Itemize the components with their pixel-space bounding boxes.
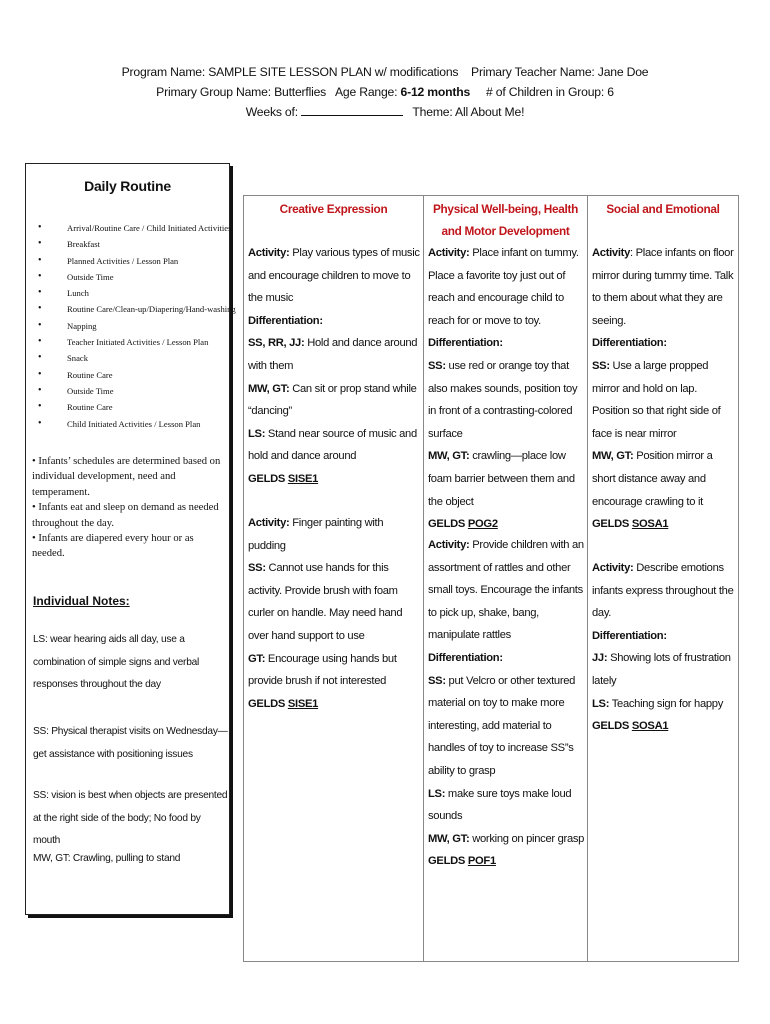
header-line-2	[0, 82, 770, 102]
activity-label: Activity:	[428, 539, 470, 551]
creative-expression-column	[244, 196, 424, 961]
differentiation-group: SS:	[248, 562, 266, 575]
differentiation-text: Hold and dance around with them	[248, 337, 418, 372]
gelds-code: SOSA1	[631, 518, 669, 531]
list-item: • Outside Time	[36, 269, 236, 285]
gelds-code: SISE1	[287, 697, 319, 710]
differentiation-label: Differentiation:	[248, 314, 323, 327]
weeks-label: Weeks of:	[245, 105, 302, 119]
activity-text: Place infant on tummy. Place a favorite toy just out of reach and encourage child to reach for or move to toy.	[428, 247, 579, 327]
document-header	[0, 62, 770, 122]
differentiation-group: SS, RR, JJ:	[248, 337, 305, 350]
activity-text: Play various types of music and encourage children to move to the music	[248, 247, 420, 305]
activity-label: Activity:	[428, 247, 470, 259]
differentiation-group: MW, GT:	[428, 450, 470, 463]
gelds-code: POF1	[467, 855, 496, 868]
social-activity-2	[592, 557, 736, 738]
list-item: • Outside Time	[36, 383, 236, 399]
gelds-label: GELDS	[592, 720, 632, 733]
gelds-label: GELDS	[592, 518, 632, 531]
differentiation-text: Can sit or prop stand while “dancing”	[248, 382, 417, 418]
differentiation-text: Use a large propped mirror and hold on lap. Position so that right side of face is near mirror	[592, 359, 721, 440]
differentiation-group: LS:	[428, 787, 446, 800]
list-item: • Arrival/Routine Care / Child Initiated Activities	[36, 220, 236, 236]
daily-routine-list	[36, 220, 236, 432]
activity-text: : Place infants on floor mirror during tummy time. Talk to them about what they are seeing.	[592, 247, 734, 327]
differentiation-text: put Velcro or other textured material on toy to make more interesting, add material to handles of toy to increase SS”s ability to grasp	[428, 674, 576, 777]
individual-notes-title: Individual Notes:	[33, 594, 130, 608]
differentiation-group: GT:	[248, 652, 266, 665]
activity-label: Activity:	[248, 247, 290, 259]
social-emotional-column	[588, 196, 738, 961]
differentiation-text: Teaching sign for happy	[609, 697, 723, 710]
theme-label: Theme: All About Me!	[403, 105, 525, 119]
differentiation-label: Differentiation:	[428, 651, 503, 664]
list-item: • Routine Care	[36, 367, 236, 383]
infant-schedule-notes	[32, 454, 228, 562]
gelds-code: POG2	[467, 518, 498, 531]
header-group-age: Primary Group Name: Butterflies Age Range:	[156, 85, 401, 99]
list-item: • Routine Care/Clean-up/Diapering/Hand-washing	[36, 301, 236, 317]
daily-routine-box	[25, 163, 236, 915]
lesson-plan-table	[243, 195, 739, 962]
list-item: • Planned Activities / Lesson Plan	[36, 253, 236, 269]
differentiation-group: MW, GT:	[592, 450, 634, 463]
differentiation-group: SS:	[428, 674, 446, 687]
social-emotional-header: Social and Emotional	[606, 202, 720, 216]
differentiation-text: working on pincer grasp	[469, 832, 585, 845]
list-item: • Snack	[36, 350, 236, 366]
activity-label: Activity	[592, 247, 631, 259]
physical-wellbeing-column	[424, 196, 588, 961]
creative-expression-header: Creative Expression	[279, 202, 388, 216]
list-item: • Teacher Initiated Activities / Lesson Plan	[36, 334, 236, 350]
activity-label: Activity:	[248, 517, 290, 529]
schedule-note: • Infants eat and sleep on demand as needed throughout the day.	[32, 502, 219, 529]
activity-text: Provide children with an assortment of rattles and other small toys. Encourage the infants to pick up, shake, bang, manipulate rattles	[428, 539, 584, 642]
differentiation-text: Showing lots of frustration lately	[592, 652, 731, 687]
differentiation-text: Position mirror a short distance away and encourage crawling to it	[592, 450, 713, 508]
activity-text: Describe emotions infants express throughout the day.	[592, 562, 734, 620]
differentiation-group: JJ:	[592, 652, 608, 665]
daily-routine-title: Daily Routine	[84, 178, 171, 194]
differentiation-group: LS:	[592, 697, 610, 710]
differentiation-text: Encourage using hands but provide brush if not interested	[248, 652, 397, 688]
differentiation-group: SS:	[428, 359, 446, 372]
differentiation-text: use red or orange toy that also makes sounds, position toy in front of a contrasting-colored surface	[428, 359, 578, 440]
differentiation-group: MW, GT:	[248, 382, 290, 395]
list-item: • Napping	[36, 318, 236, 334]
gelds-code: SOSA1	[631, 720, 669, 733]
individual-note-ss-vision: SS: vision is best when objects are presented at the right side of the body; No food by mouth	[33, 790, 228, 847]
schedule-note: • Infants are diapered every hour or as needed.	[32, 533, 194, 560]
differentiation-text: make sure toys make loud sounds	[428, 787, 572, 823]
differentiation-text: crawling—place low foam barrier between them and the object	[428, 450, 575, 508]
physical-activity-2	[428, 534, 585, 873]
gelds-label: GELDS	[248, 472, 288, 485]
list-item: • Routine Care	[36, 399, 236, 415]
differentiation-label: Differentiation:	[592, 629, 667, 642]
gelds-code: SISE1	[287, 472, 319, 485]
physical-activity-1	[428, 242, 585, 536]
gelds-label: GELDS	[428, 518, 468, 531]
differentiation-text: Stand near source of music and hold and dance around	[248, 427, 417, 463]
header-age-range: 6-12 months	[400, 85, 471, 99]
physical-wellbeing-header: Physical Well-being, Health and Motor Development	[432, 202, 579, 238]
gelds-label: GELDS	[248, 697, 288, 710]
differentiation-group: LS:	[248, 427, 266, 440]
individual-note-ss-therapist: SS: Physical therapist visits on Wednesday—get assistance with positioning issues	[33, 726, 228, 760]
weeks-blank	[301, 103, 403, 116]
list-item: • Breakfast	[36, 236, 236, 252]
schedule-note: • Infants’ schedules are determined based on individual development, need and temperament.	[32, 456, 221, 498]
differentiation-label: Differentiation:	[592, 337, 667, 350]
activity-text: Finger painting with pudding	[248, 517, 384, 552]
activity-label: Activity:	[592, 562, 634, 574]
creative-activity-2	[248, 512, 421, 715]
header-children-count: # of Children in Group: 6	[470, 85, 614, 99]
differentiation-group: MW, GT:	[428, 832, 470, 845]
gelds-label: GELDS	[428, 855, 468, 868]
list-item: • Child Initiated Activities / Lesson Plan	[36, 416, 236, 432]
differentiation-text: Cannot use hands for this activity. Provide brush with foam curler on handle. May need hand over hand support to use	[248, 562, 403, 642]
header-line-3	[0, 102, 770, 122]
social-activity-1	[592, 242, 736, 536]
differentiation-label: Differentiation:	[428, 337, 503, 350]
header-line-1: Program Name: SAMPLE SITE LESSON PLAN w/ modifications Primary Teacher Name: Jane Doe	[121, 65, 649, 79]
individual-note-ls: LS: wear hearing aids all day, use a combination of simple signs and verbal responses throughout the day	[33, 634, 200, 691]
differentiation-group: SS:	[592, 359, 610, 372]
individual-note-mw-gt: MW, GT: Crawling, pulling to stand	[33, 853, 181, 864]
list-item: • Lunch	[36, 285, 236, 301]
creative-activity-1	[248, 242, 421, 491]
